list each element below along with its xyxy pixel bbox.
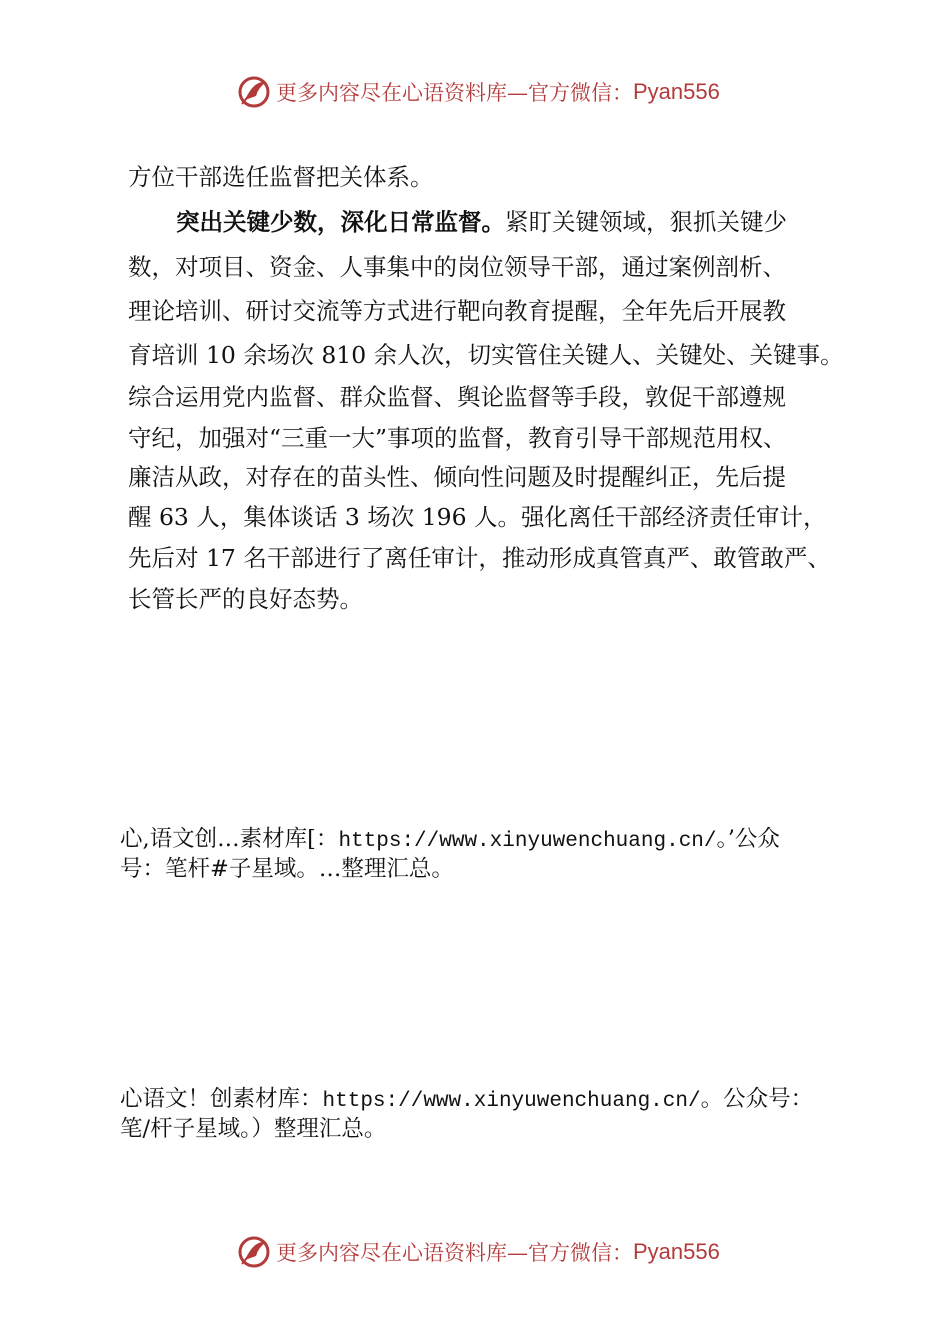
source-note-line: 号：笔杆#子星域。…整理汇总。 [120, 856, 454, 882]
source-link[interactable]: https://www.xinyuwenchuang.cn/ [338, 830, 717, 853]
source-note [120, 824, 780, 857]
note-text: 。公众号： [700, 1086, 814, 1112]
note-text: 心,语文创…素材库[： [120, 826, 339, 852]
article-line: 醒 63 人，集体谈话 3 场次 196 人。强化离任干部经济责任审计， [128, 503, 827, 531]
article-line: 理论培训、研讨交流等方式进行靶向教育提醒，全年先后开展教 [128, 297, 786, 325]
article-line: 育培训 10 余场次 810 余人次，切实管住关键人、关键处、关键事。 [128, 341, 844, 369]
logo-icon [236, 74, 272, 110]
article-line: 廉洁从政，对存在的苗头性、倾向性问题及时提醒纠正，先后提 [128, 463, 786, 491]
note-text: 心语文！创素材库： [120, 1086, 323, 1112]
header-banner [236, 72, 720, 112]
banner-text: 更多内容尽在心语资料库—官方微信： [276, 1241, 633, 1265]
article-text: 紧盯关键领域，狠抓关键少 [505, 208, 787, 236]
article-line [176, 207, 787, 237]
note-text: 。’公众 [716, 826, 780, 852]
source-note-line: 笔/杆子星域。）整理汇总。 [120, 1116, 387, 1142]
article-line: 数，对项目、资金、人事集中的岗位领导干部，通过案例剖析、 [128, 253, 786, 281]
footer-banner [236, 1232, 720, 1272]
source-link[interactable]: https://www.xinyuwenchuang.cn/ [322, 1090, 701, 1113]
banner-text: 更多内容尽在心语资料库—官方微信： [276, 81, 633, 105]
banner-wechat-id: Pyan556 [633, 79, 720, 104]
article-line: 守纪，加强对“三重一大”事项的监督，教育引导干部规范用权、 [128, 424, 787, 452]
logo-icon [236, 1234, 272, 1270]
article-line: 长管长严的良好态势。 [128, 585, 363, 613]
banner-wechat-id: Pyan556 [633, 1239, 720, 1264]
source-note [120, 1084, 813, 1117]
article-line: 先后对 17 名干部进行了离任审计，推动形成真管真严、敢管敢严、 [128, 544, 831, 572]
article-line: 方位干部选任监督把关体系。 [128, 163, 434, 191]
article-line: 综合运用党内监督、群众监督、舆论监督等手段，敦促干部遵规 [128, 383, 786, 411]
section-heading: 突出关键少数，深化日常监督。 [176, 208, 505, 236]
